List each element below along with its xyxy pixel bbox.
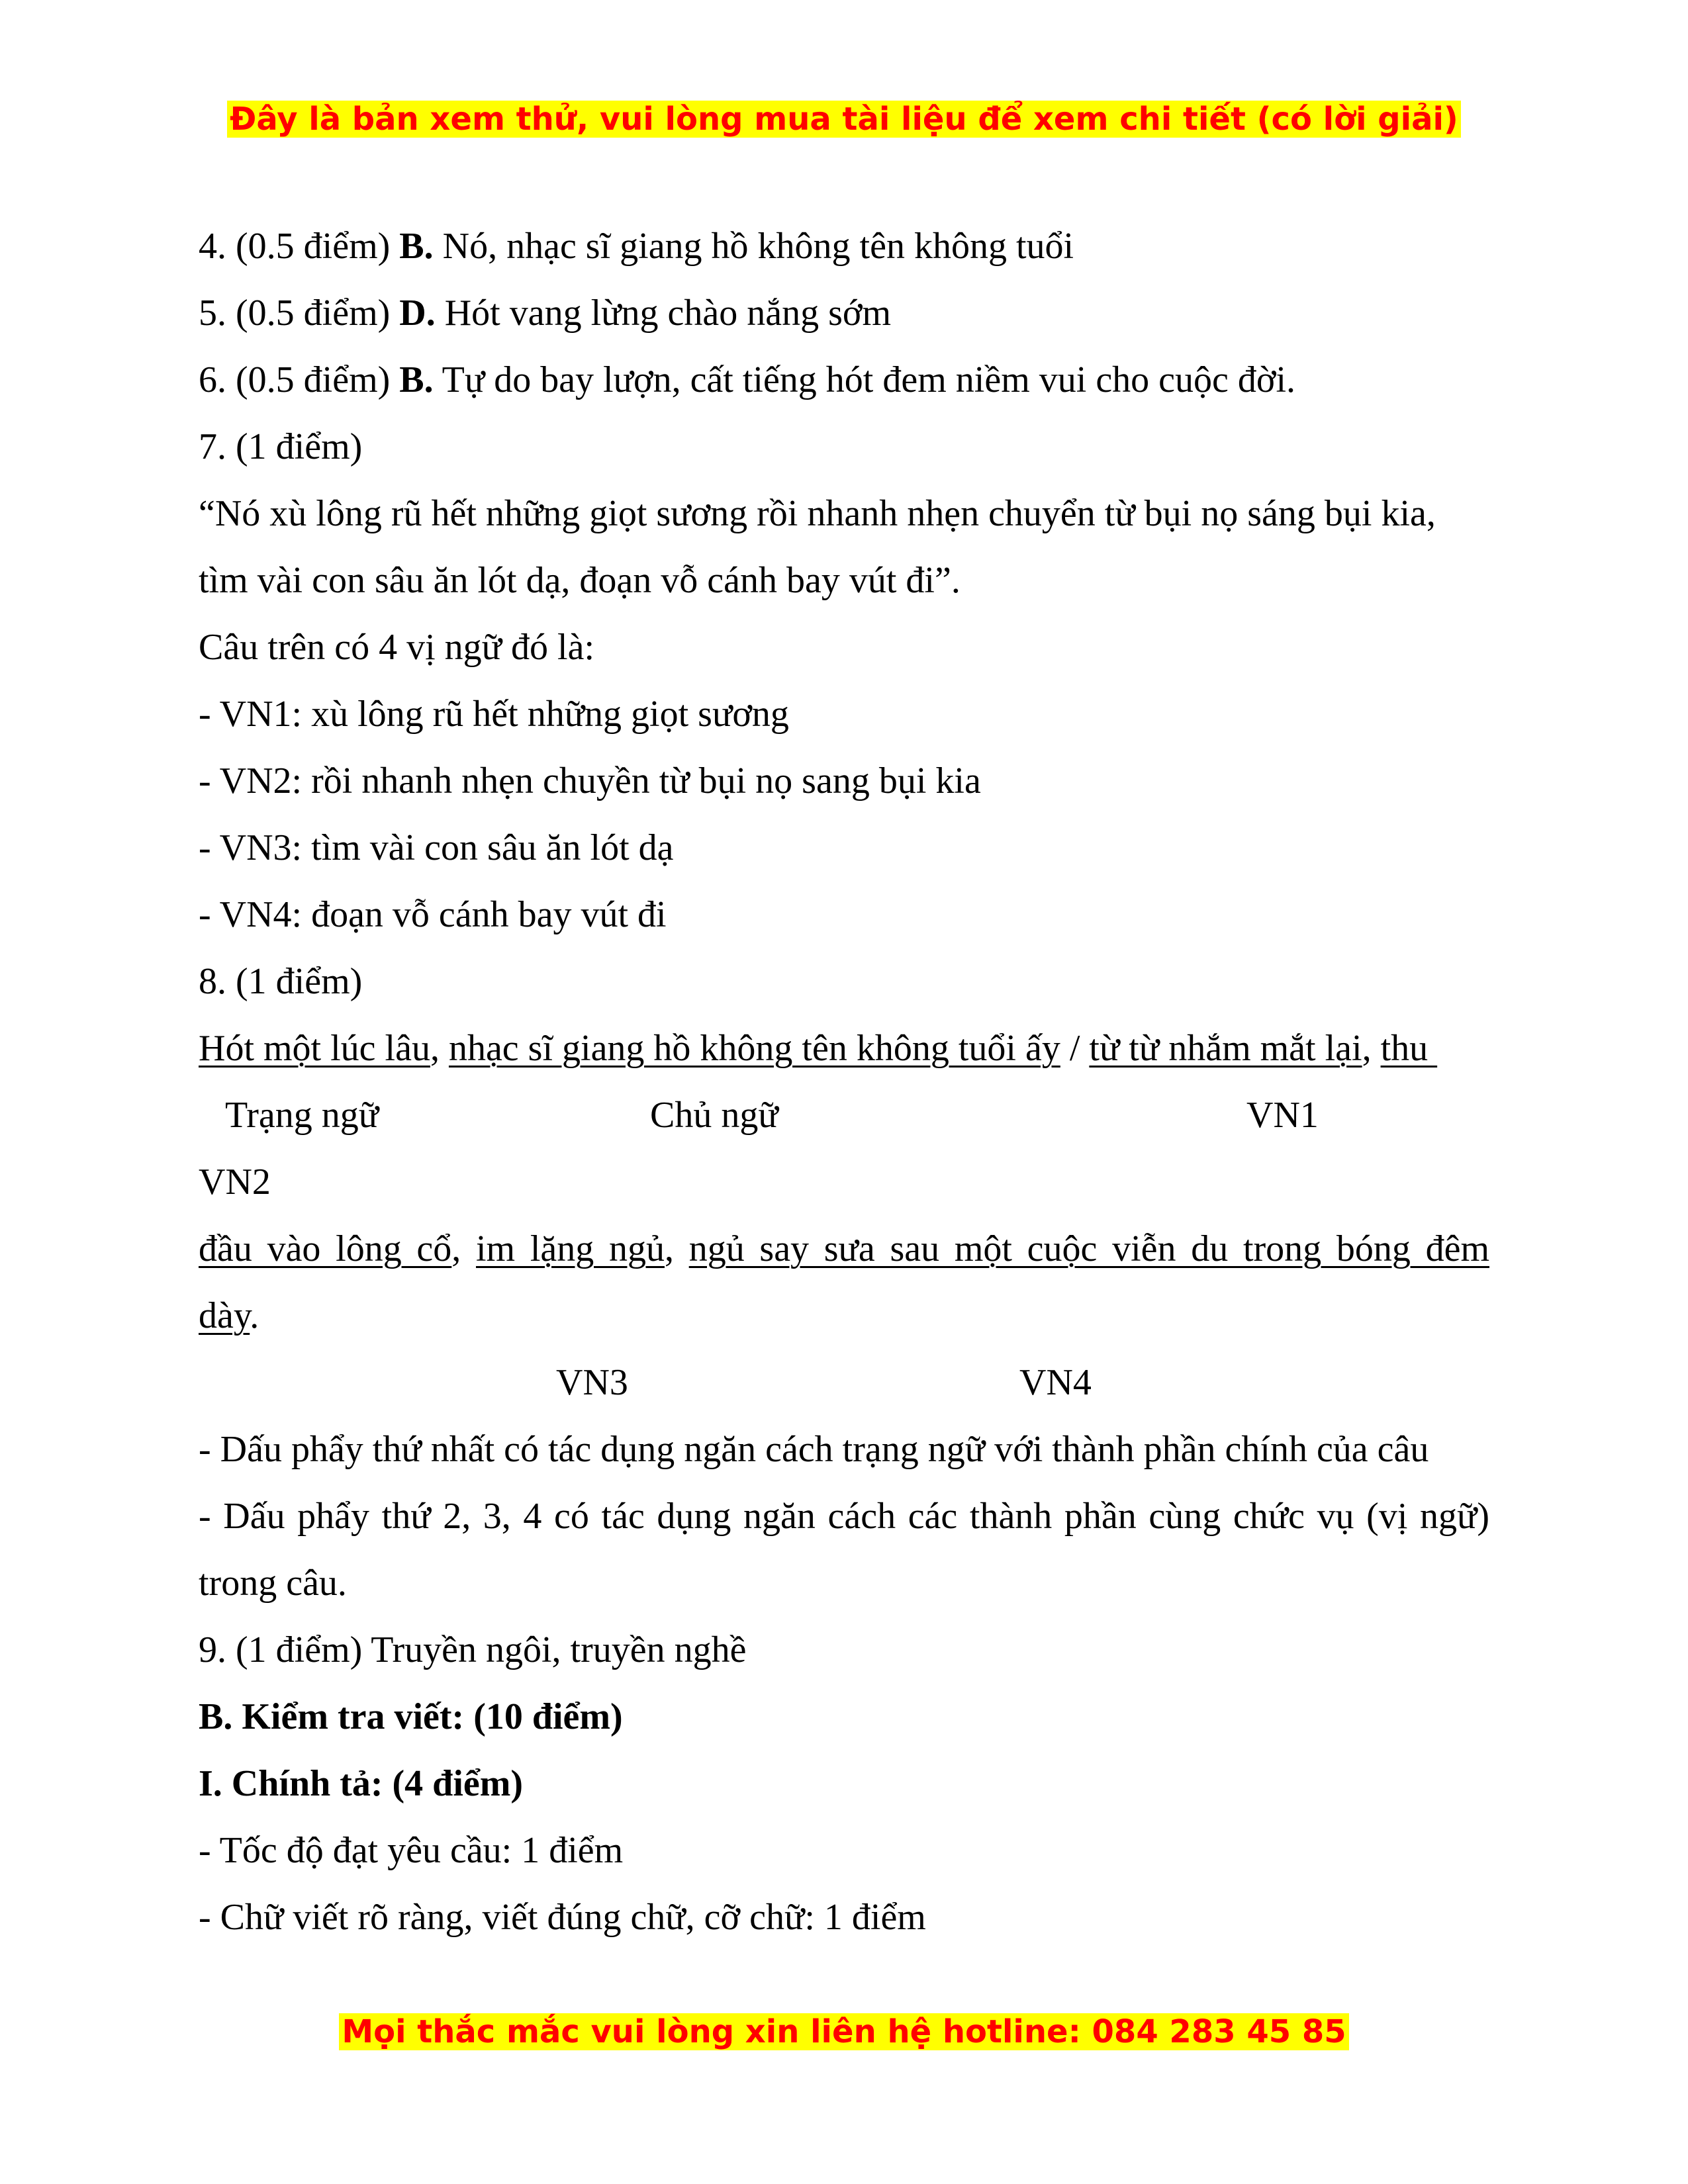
q7-vn4: - VN4: đoạn vỗ cánh bay vút đi	[199, 894, 667, 935]
answer-q8-heading: 8. (1 điểm)	[199, 961, 363, 1002]
q7-vn2: - VN2: rồi nhanh nhẹn chuyền từ bụi nọ sang bụi kia	[199, 760, 981, 801]
criteria-handwriting: - Chữ viết rõ ràng, viết đúng chữ, cỡ chữ: 1 điểm	[199, 1897, 926, 1938]
q7-vn3: - VN3: tìm vài con sâu ăn lót dạ	[199, 827, 674, 868]
answer-choice: B.	[399, 359, 434, 400]
answer-q4: 4. (0.5 điểm) B. Nó, nhạc sĩ giang hồ không tên không tuổi	[199, 226, 1074, 267]
answer-choice: B.	[399, 226, 434, 267]
label-subject: Chủ ngữ	[650, 1095, 778, 1136]
q8-vn2-segment-start: thu	[1380, 1028, 1438, 1069]
part-b-title: B. Kiểm tra viết: (10 điểm)	[199, 1696, 623, 1737]
q8-vn2-segment-end: đầu vào lông cổ	[199, 1228, 452, 1269]
q8-vn4-segment-end: dày	[199, 1295, 250, 1336]
answer-q5: 5. (0.5 điểm) D. Hót vang lừng chào nắng sớm	[199, 293, 892, 334]
q8-vn1-segment: từ từ nhắm mắt lại	[1089, 1028, 1362, 1069]
q8-adverbial-segment: Hót một lúc lâu	[199, 1028, 430, 1069]
label-vn4: VN4	[1019, 1362, 1092, 1403]
q7-quote-line-1: “Nó xù lông rũ hết những giọt sương rồi nhanh nhẹn chuyển từ bụi nọ sáng bụi kia,	[199, 493, 1436, 534]
q7-quote-line-2: tìm vài con sâu ăn lót dạ, đoạn vỗ cánh bay vút đi”.	[199, 560, 961, 601]
answer-q6: 6. (0.5 điểm) B. Tự do bay lượn, cất tiếng hót đem niềm vui cho cuộc đời.	[199, 359, 1296, 400]
answer-q7-heading: 7. (1 điểm)	[199, 426, 363, 467]
q8-labels-row-2	[199, 1349, 1489, 1416]
q8-vn4-segment: ngủ say sưa sau một cuộc viễn du trong bóng đêm	[688, 1228, 1490, 1269]
q7-intro: Câu trên có 4 vị ngữ đó là:	[199, 627, 595, 668]
answer-key-content	[199, 213, 1489, 1951]
q7-vn1: - VN1: xù lông rũ hết những giọt sương	[199, 694, 789, 735]
q8-subject-segment: nhạc sĩ giang hồ không tên không tuổi ấy	[448, 1028, 1060, 1069]
hotline-notice-banner	[0, 2012, 1688, 2052]
q8-vn3-segment: im lặng ngủ	[476, 1228, 665, 1269]
label-vn1: VN1	[1246, 1095, 1319, 1136]
preview-notice-text: Đây là bản xem thử, vui lòng mua tài liệu để xem chi tiết (có lời giải)	[227, 101, 1461, 138]
q8-labels-row-1	[199, 1082, 1489, 1149]
q8-comma-explanation-2: - Dấu phẩy thứ 2, 3, 4 có tác dụng ngăn cách các thành phần cùng chức vụ (vị ngữ)	[199, 1496, 1489, 1537]
q8-sentence-line-2: đầu vào lông cổ, im lặng ngủ, ngủ say sưa sau một cuộc viễn du trong bóng đêm	[199, 1228, 1490, 1269]
label-adverbial: Trạng ngữ	[225, 1095, 379, 1136]
q8-comma-explanation-2-end: trong câu.	[199, 1563, 347, 1604]
label-vn3: VN3	[556, 1362, 628, 1403]
q8-comma-explanation-1: - Dấu phẩy thứ nhất có tác dụng ngăn cách trạng ngữ với thành phần chính của câu	[199, 1429, 1429, 1470]
label-vn2: VN2	[199, 1161, 271, 1203]
preview-notice-banner	[0, 99, 1688, 139]
section-spelling-title: I. Chính tả: (4 điểm)	[199, 1763, 524, 1804]
q8-sentence-line-3: dày.	[199, 1295, 259, 1336]
answer-q9: 9. (1 điểm) Truyền ngôi, truyền nghề	[199, 1629, 747, 1670]
hotline-notice-text: Mọi thắc mắc vui lòng xin liên hệ hotline: 084 283 45 85	[339, 2013, 1348, 2050]
answer-choice: D.	[399, 293, 436, 334]
criteria-speed: - Tốc độ đạt yêu cầu: 1 điểm	[199, 1830, 624, 1871]
q8-sentence-line-1: Hót một lúc lâu, nhạc sĩ giang hồ không tên không tuổi ấy / từ từ nhắm mắt lại, thu	[199, 1028, 1438, 1069]
